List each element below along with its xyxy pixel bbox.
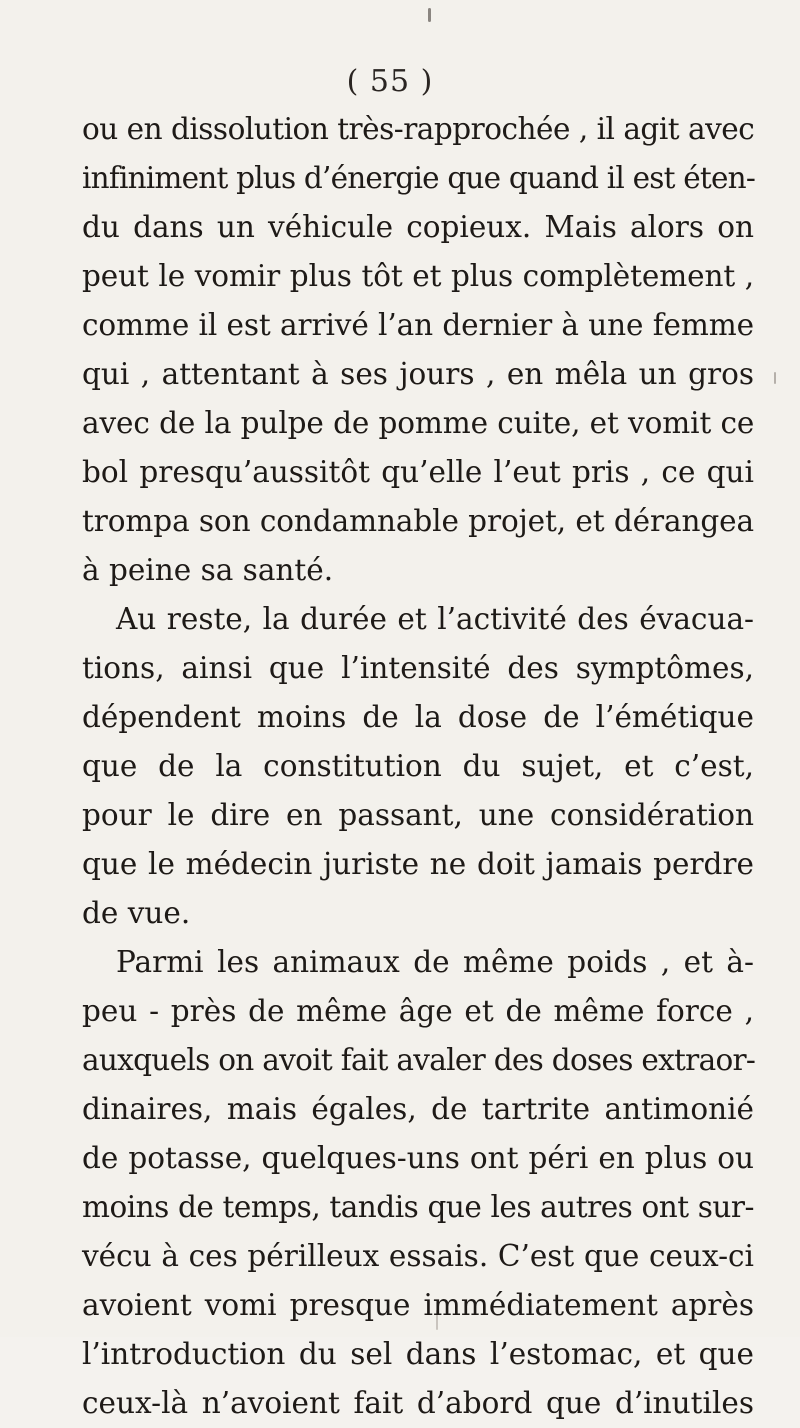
body-text bbox=[82, 105, 754, 1428]
text-line: ou en dissolution très-rapprochée , il agit avec bbox=[82, 112, 755, 146]
text-line: comme il est arrivé l’an dernier à une femme bbox=[82, 308, 754, 342]
text-line: tions, ainsi que l’intensité des symptômes, bbox=[82, 651, 754, 685]
paragraph-start-line: Au reste, la durée et l’activité des évacua- bbox=[116, 602, 754, 636]
text-line: avec de la pulpe de pomme cuite, et vomit ce bbox=[82, 406, 755, 440]
text-line: trompa son condamnable projet, et dérangea bbox=[82, 504, 754, 538]
text-line: ceux-là n’avoient fait d’abord que d’inutiles bbox=[82, 1386, 754, 1420]
text-line: moins de temps, tandis que les autres ont sur- bbox=[82, 1190, 754, 1224]
text-line: infiniment plus d’énergie que quand il est éten- bbox=[82, 161, 756, 195]
paragraph-end-line: à peine sa santé. bbox=[82, 553, 334, 587]
text-line: qui , attentant à ses jours , en mêla un gros bbox=[82, 357, 754, 391]
text-line: dinaires, mais égales, de tartrite antimonié bbox=[82, 1092, 754, 1126]
text-line: que de la constitution du sujet, et c’est, bbox=[82, 749, 754, 783]
ink-speck bbox=[774, 372, 776, 384]
paragraph-end-line: de vue. bbox=[82, 896, 191, 930]
text-line: bol presqu’aussitôt qu’elle l’eut pris , ce qui bbox=[82, 455, 754, 489]
text-line: avoient vomi presque immédiatement après bbox=[82, 1288, 754, 1322]
text-line: auxquels on avoit fait avaler des doses extraor- bbox=[82, 1043, 756, 1077]
paragraph-start-line: Parmi les animaux de même poids , et à- bbox=[116, 945, 754, 979]
ink-speck bbox=[428, 8, 431, 22]
text-line: de potasse, quelques-uns ont péri en plus ou bbox=[82, 1141, 754, 1175]
text-line: peu - près de même âge et de même force , bbox=[82, 994, 754, 1028]
text-line: l’introduction du sel dans l’estomac, et que bbox=[82, 1337, 754, 1371]
page-number: ( 55 ) bbox=[346, 64, 434, 99]
text-line: pour le dire en passant, une considération bbox=[82, 798, 754, 832]
text-line: vécu à ces périlleux essais. C’est que ceux-ci bbox=[82, 1239, 754, 1273]
text-line: du dans un véhicule copieux. Mais alors on bbox=[82, 210, 754, 244]
text-line: dépendent moins de la dose de l’émétique bbox=[82, 700, 754, 734]
text-line: que le médecin juriste ne doit jamais perdre bbox=[82, 847, 754, 881]
text-line: peut le vomir plus tôt et plus complètement , bbox=[82, 259, 754, 293]
